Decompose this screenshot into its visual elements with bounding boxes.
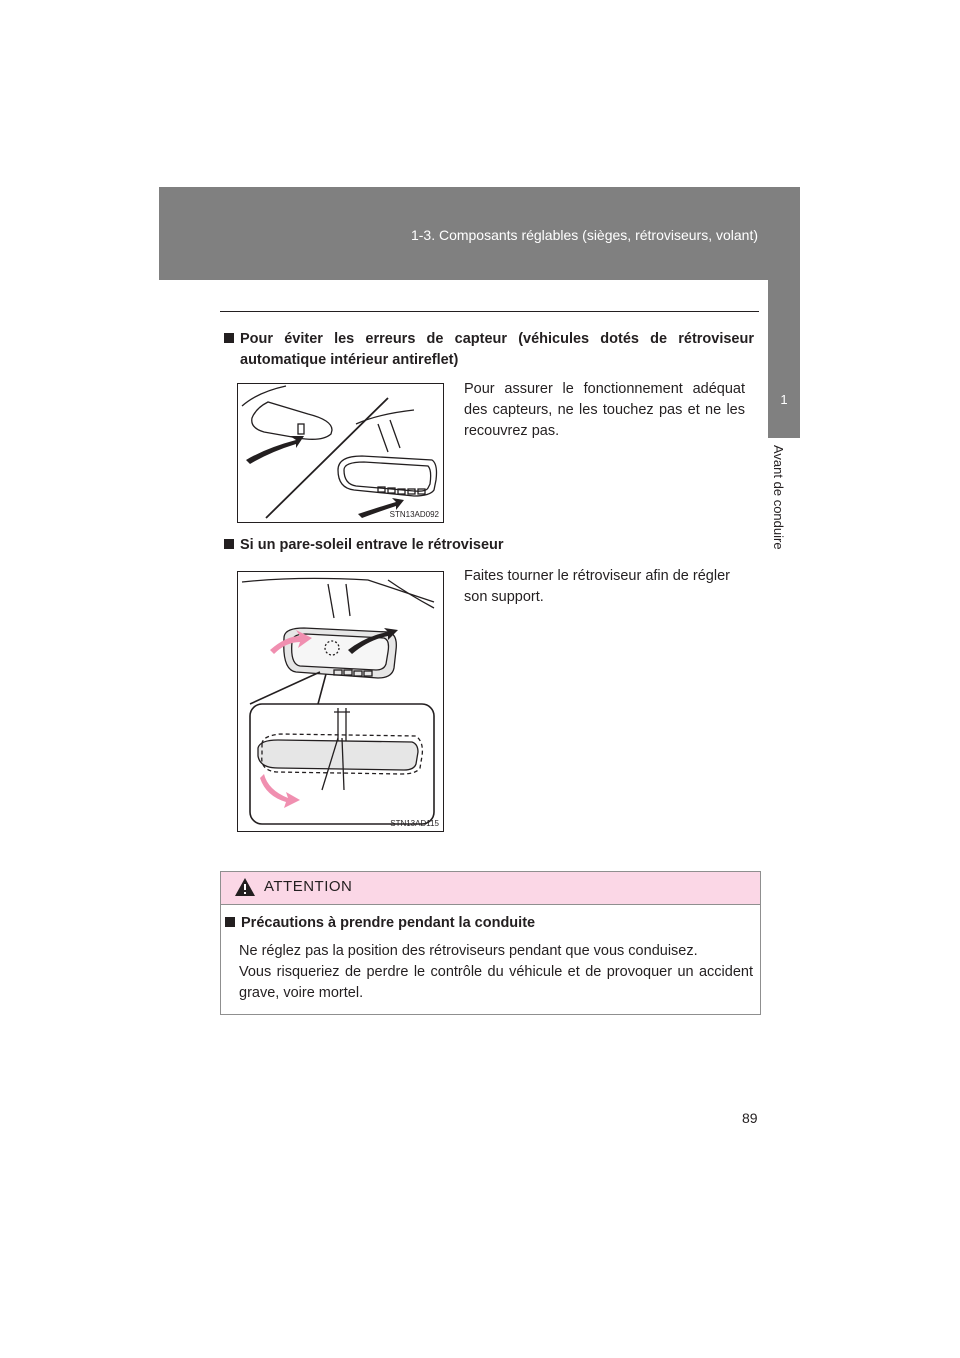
top-divider <box>220 311 759 312</box>
warning-heading: Précautions à prendre pendant la conduite <box>225 915 535 931</box>
figure-code: STN13AD092 <box>389 510 439 519</box>
sensor-instruction-text: Pour assurer le fonctionnement adéquat des capteurs, ne les touchez pas et ne les recouvrez pas. <box>464 381 745 439</box>
warning-line-2: Vous risqueriez de perdre le contrôle du véhicule et de provoquer un accident grave, voire mortel. <box>239 964 753 1001</box>
mirror-sensors-illustration <box>238 384 443 522</box>
square-bullet-icon <box>224 333 234 343</box>
chapter-number: 1 <box>780 392 788 407</box>
warning-body <box>239 941 753 1004</box>
section-heading-sunvisor: Si un pare-soleil entrave le rétroviseur <box>224 535 754 556</box>
sunvisor-instruction-text: Faites tourner le rétroviseur afin de régler son support. <box>464 568 730 605</box>
chapter-header <box>159 187 800 280</box>
square-bullet-icon <box>224 539 234 549</box>
figure-code: STN13AD115 <box>390 819 439 828</box>
warning-box <box>220 871 761 1015</box>
chapter-title: 1-3. Composants réglables (sièges, rétroviseurs, volant) <box>410 227 758 243</box>
warning-title: ATTENTION <box>264 878 353 895</box>
warning-line-1: Ne réglez pas la position des rétroviseurs pendant que vous conduisez. <box>239 943 698 959</box>
chapter-side-label-box <box>771 445 797 605</box>
warning-triangle-icon <box>234 877 256 897</box>
figure-mirror-rotation <box>237 571 444 832</box>
mirror-rotation-illustration <box>238 572 443 831</box>
warning-title-bar <box>221 872 760 905</box>
figure-mirror-sensors <box>237 383 444 523</box>
page-number: 89 <box>742 1110 758 1126</box>
chapter-side-tab <box>768 280 800 438</box>
section-heading-sensor: Pour éviter les erreurs de capteur (véhicules dotés de rétroviseur automatique intérieur antireflet) <box>224 329 754 371</box>
chapter-side-label: Avant de conduire <box>771 445 786 550</box>
square-bullet-icon <box>225 917 235 927</box>
